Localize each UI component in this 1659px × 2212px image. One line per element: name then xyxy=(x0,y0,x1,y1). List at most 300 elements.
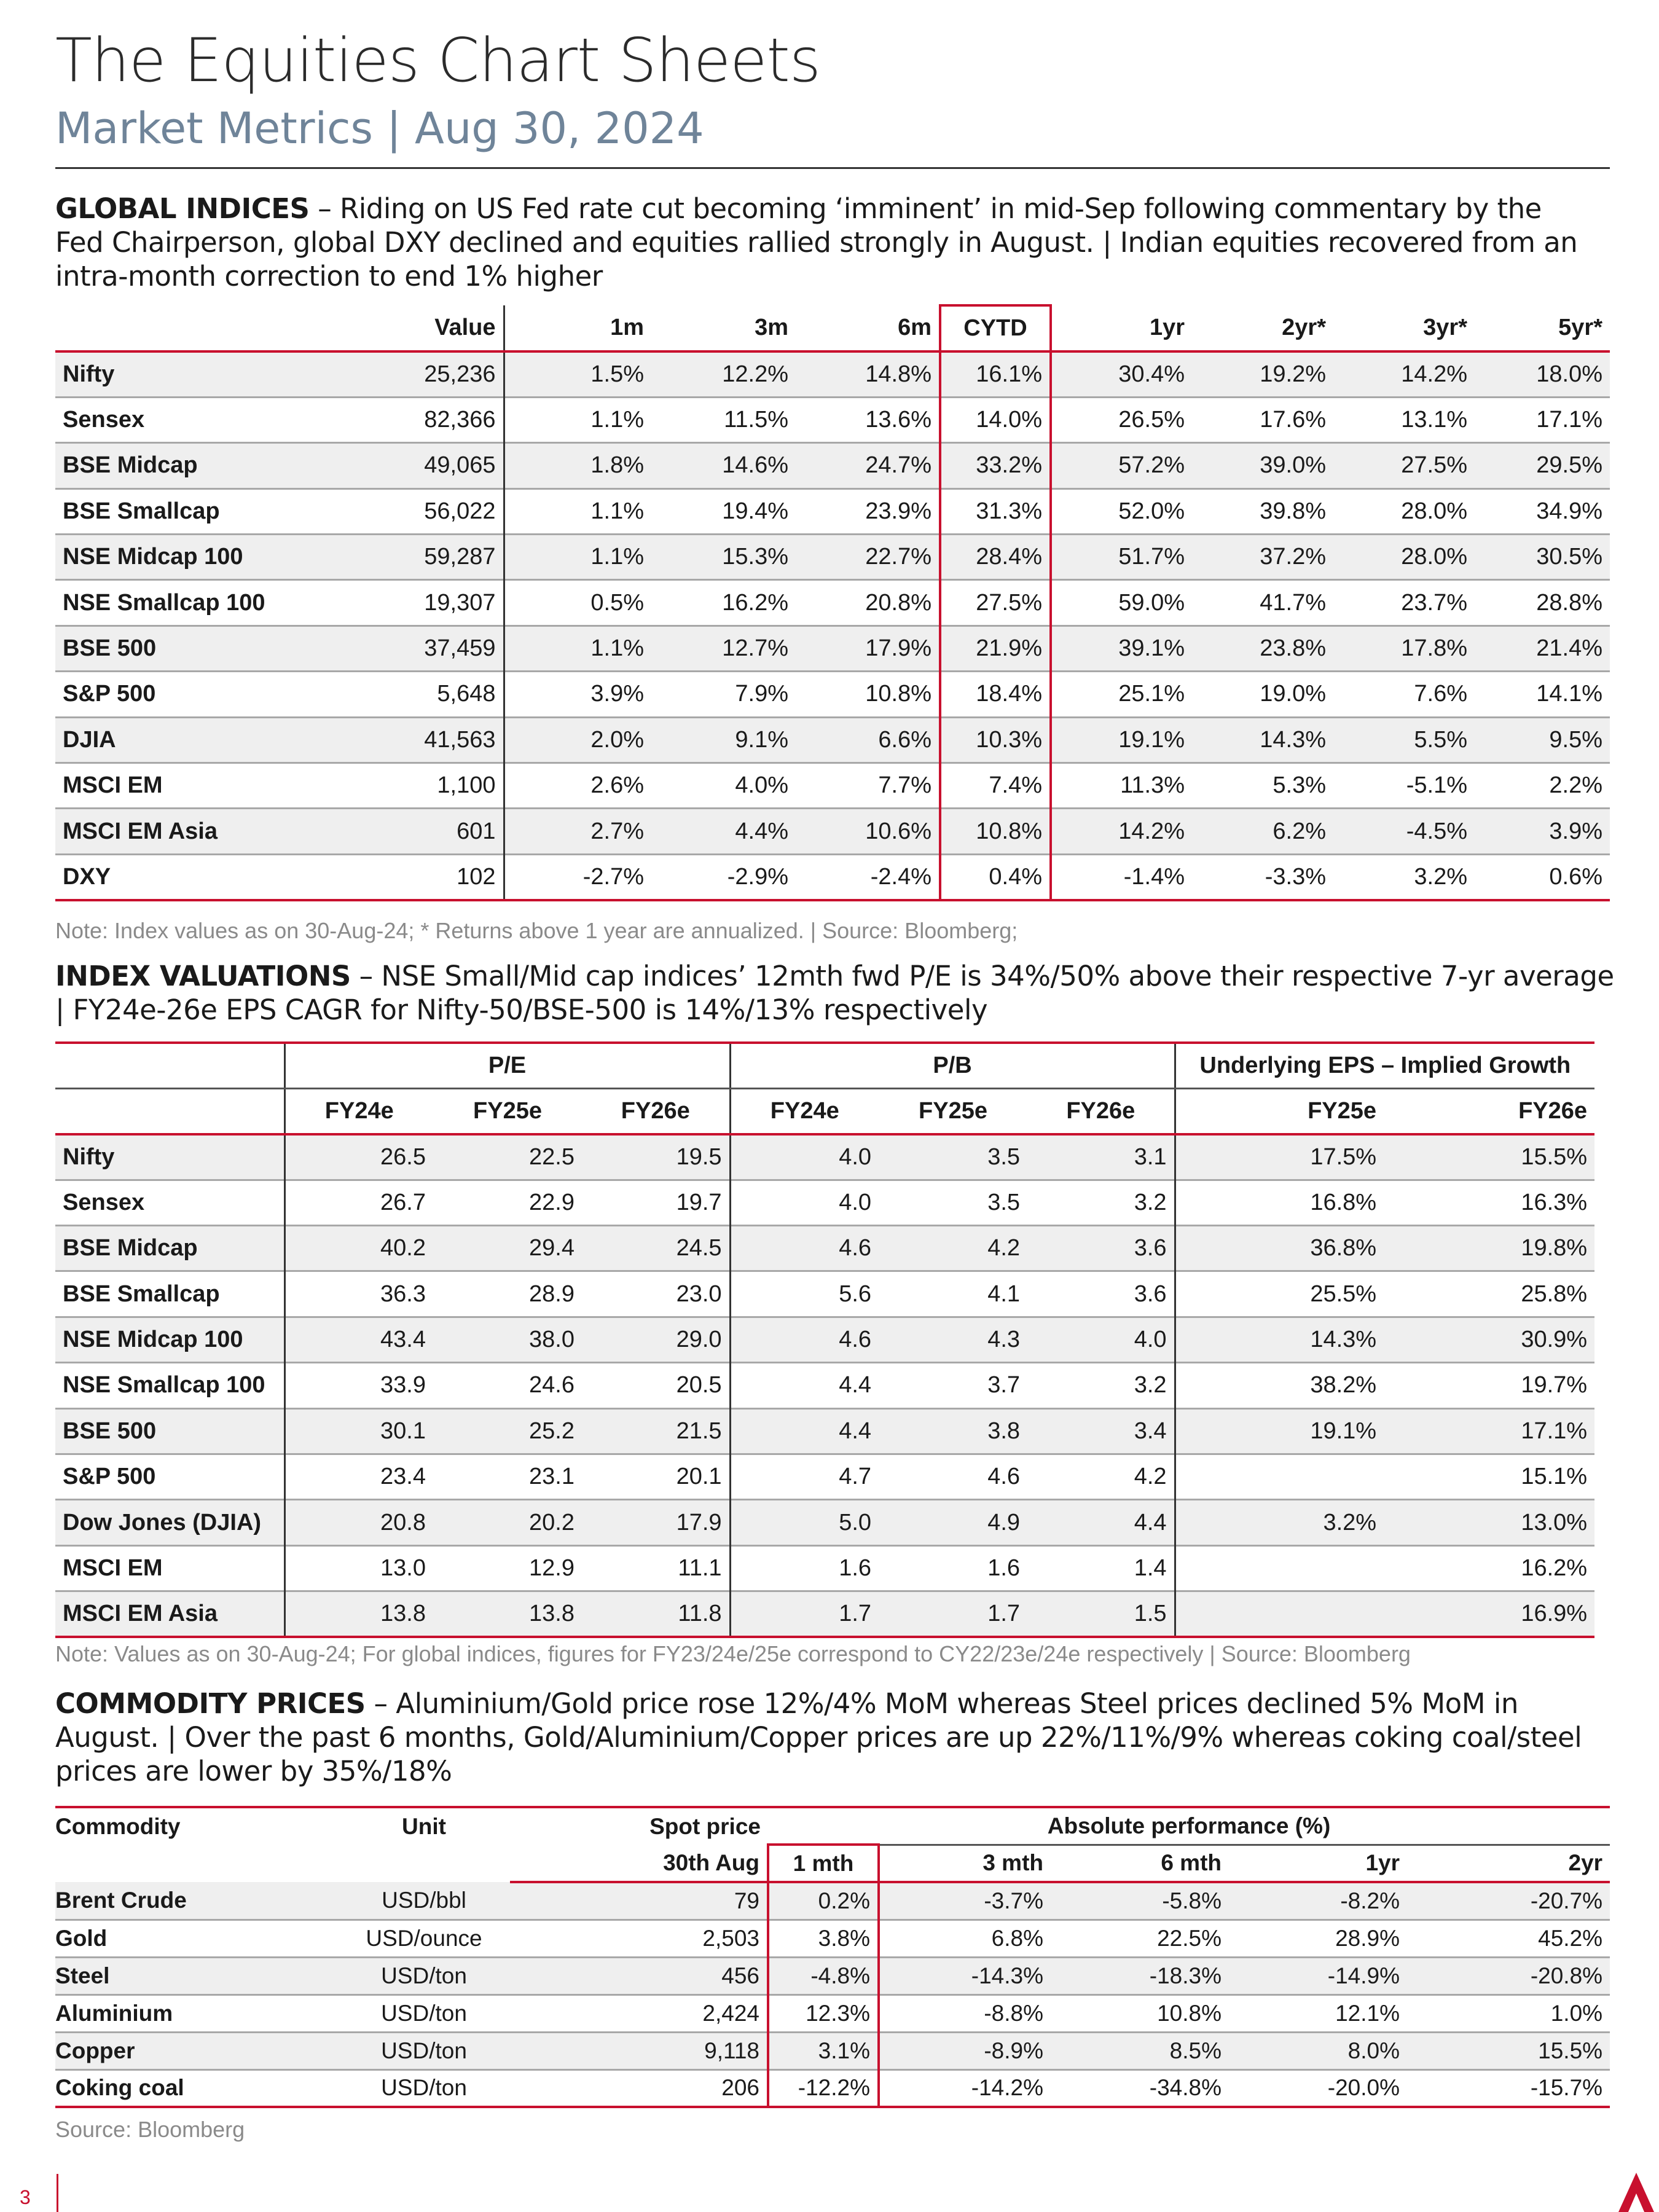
table-cell: 1.6 xyxy=(730,1545,879,1591)
index-valuations-col-header: FY26e xyxy=(621,1097,690,1124)
table-cell: 3.5 xyxy=(879,1134,1027,1180)
table-cell: -8.9% xyxy=(879,2032,1051,2069)
page-title: The Equities Chart Sheets xyxy=(55,26,820,96)
table-cell: 38.0 xyxy=(433,1317,582,1362)
index-name: DXY xyxy=(63,863,111,890)
table-cell: USD/ounce xyxy=(366,1925,482,1951)
table-cell: 17.1% xyxy=(1536,407,1602,433)
commodity-name: Steel xyxy=(55,1957,338,1994)
global-indices-col-header: 6m xyxy=(898,315,931,340)
table-cell: -3.7% xyxy=(879,1882,1051,1920)
table-cell: 1.1% xyxy=(504,488,651,534)
table-cell: 20.2 xyxy=(433,1500,582,1545)
table-cell: 28.8% xyxy=(1536,589,1602,616)
table-cell: 3.1 xyxy=(1027,1134,1175,1180)
index-valuations-col-header: FY25e xyxy=(919,1097,988,1124)
global-indices-col-header: CYTD xyxy=(940,305,1051,351)
index-name: Nifty xyxy=(55,1134,284,1180)
index-name: Sensex xyxy=(63,407,145,433)
table-cell: 16.1% xyxy=(940,351,1051,397)
table-cell: USD/ton xyxy=(338,2032,510,2069)
table-cell: 12.2% xyxy=(651,351,796,397)
six-month-header: 6 mth xyxy=(1051,1845,1229,1882)
table-cell: 4.2 xyxy=(879,1226,1027,1271)
table-cell: 13.1% xyxy=(1401,407,1467,433)
table-cell: -15.7% xyxy=(1530,2075,1603,2101)
table-cell: 15.5% xyxy=(1407,2032,1610,2069)
table-cell: -1.4% xyxy=(1123,863,1185,890)
index-name: NSE Midcap 100 xyxy=(55,1317,284,1362)
table-cell: 28.0% xyxy=(1401,498,1467,524)
table-cell: 11.3% xyxy=(1120,772,1185,799)
table-cell: 49,065 xyxy=(350,443,504,488)
table-cell: 6.6% xyxy=(796,717,940,763)
table-cell: 26.5% xyxy=(1118,407,1185,433)
table-cell: 31.3% xyxy=(940,488,1051,534)
table-cell: 16.3% xyxy=(1521,1189,1588,1215)
commodity-prices-note: Source: Bloomberg xyxy=(55,2117,245,2142)
eps-growth-group-header: Underlying EPS – Implied Growth xyxy=(1175,1043,1594,1088)
commodity-name: Aluminium xyxy=(55,2000,173,2026)
table-cell: 19.7 xyxy=(676,1189,722,1215)
table-cell: 51.7% xyxy=(1051,535,1192,580)
table-cell: 14.2% xyxy=(1333,351,1475,397)
table-cell: 0.2% xyxy=(768,1882,879,1920)
index-name: Sensex xyxy=(63,1189,145,1215)
table-cell: 56,022 xyxy=(424,498,496,524)
table-cell: 25,236 xyxy=(350,351,504,397)
index-name: MSCI EM xyxy=(63,1555,163,1581)
table-row xyxy=(55,1363,1594,1408)
table-cell: -5.8% xyxy=(1051,1882,1229,1920)
table-row xyxy=(55,1271,1594,1317)
table-cell: 13.8 xyxy=(433,1591,582,1637)
table-cell: 27.5% xyxy=(1333,443,1475,488)
table-cell: 2.6% xyxy=(504,763,651,809)
table-row xyxy=(55,1882,1610,1920)
table-cell: 24.7% xyxy=(796,443,940,488)
table-cell: 1.5% xyxy=(504,351,651,397)
index-valuations-col-header: FY24e xyxy=(284,1088,433,1134)
global-indices-heading-text: – Riding on US Fed rate cut becoming ‘imminent’ in mid-Sep following commentary by the Fed Chairperson, global DXY declined and equities rallied strongly in August. | Indian equities recovered from an intra-month correction to end 1% higher xyxy=(55,192,1578,292)
table-cell: 2,424 xyxy=(702,2000,759,2026)
header-divider xyxy=(55,167,1610,169)
table-cell: 36.8% xyxy=(1175,1226,1384,1271)
index-name: BSE 500 xyxy=(55,1408,284,1454)
table-cell: 4.6 xyxy=(730,1226,879,1271)
table-cell: 19.4% xyxy=(722,498,788,524)
table-cell: 1.0% xyxy=(1550,2000,1603,2026)
table-cell: 23.1 xyxy=(529,1464,575,1490)
table-cell: 20.8% xyxy=(865,589,931,616)
table-cell: USD/ton xyxy=(381,2000,467,2026)
table-cell: 102 xyxy=(457,863,496,890)
table-cell: 23.7% xyxy=(1401,589,1467,616)
table-cell: 29.5% xyxy=(1475,443,1610,488)
table-cell: 36.3 xyxy=(284,1271,433,1317)
table-cell: 0.4% xyxy=(940,854,1051,900)
table-cell: 3.6 xyxy=(1134,1281,1167,1307)
table-cell: 33.2% xyxy=(940,443,1051,488)
table-row xyxy=(55,351,1610,397)
table-cell: 30.4% xyxy=(1051,351,1192,397)
table-cell: -12.2% xyxy=(768,2069,879,2107)
table-cell: 4.0 xyxy=(1027,1317,1175,1362)
table-cell: 10.3% xyxy=(940,717,1051,763)
table-cell: 19.7% xyxy=(1521,1372,1588,1398)
table-cell: 3.8 xyxy=(879,1408,1027,1454)
table-cell: 28.9 xyxy=(529,1281,575,1307)
table-cell: 10.8% xyxy=(940,809,1051,854)
table-row xyxy=(55,535,1610,580)
table-cell: 4.4% xyxy=(651,809,796,854)
commodity-prices-heading-bold: COMMODITY PRICES xyxy=(55,1687,366,1720)
table-cell: 20.8 xyxy=(284,1500,433,1545)
three-month-header: 3 mth xyxy=(879,1845,1051,1882)
table-cell: 4.0 xyxy=(730,1180,879,1225)
table-row xyxy=(55,397,1610,442)
table-cell: 13.8 xyxy=(284,1591,433,1637)
index-valuations-note: Note: Values as on 30-Aug-24; For global indices, figures for FY23/24e/25e correspond to CY22/23e/24e respectively | Source: Bloomberg xyxy=(55,1641,1411,1666)
table-cell: -2.4% xyxy=(870,863,931,890)
table-cell: 3.2% xyxy=(1175,1500,1384,1545)
table-cell: 456 xyxy=(510,1957,768,1994)
table-cell: 19.1% xyxy=(1051,717,1192,763)
table-cell: 5.0 xyxy=(730,1500,879,1545)
table-cell: -14.3% xyxy=(879,1957,1051,1994)
table-cell: 1.5 xyxy=(1027,1591,1175,1637)
table-cell: -4.5% xyxy=(1333,809,1475,854)
index-valuations-header-row xyxy=(55,1088,1594,1134)
table-cell: 30.5% xyxy=(1475,535,1610,580)
index-name: DJIA xyxy=(55,717,350,763)
table-cell: 30.9% xyxy=(1384,1317,1594,1362)
table-cell: 20.5 xyxy=(676,1372,722,1398)
table-cell: 4.0% xyxy=(735,772,788,799)
unit-column-header: Unit xyxy=(402,1813,446,1839)
table-cell: 28.4% xyxy=(940,535,1051,580)
table-cell: 9.1% xyxy=(651,717,796,763)
global-indices-col-header: 1m xyxy=(504,305,651,351)
table-cell: 10.6% xyxy=(796,809,940,854)
table-cell: -2.9% xyxy=(727,863,788,890)
table-cell: -20.0% xyxy=(1327,2075,1400,2101)
table-cell: 29.0 xyxy=(582,1317,730,1362)
table-cell: 15.3% xyxy=(651,535,796,580)
table-cell: 10.8% xyxy=(865,681,931,707)
index-name: Nifty xyxy=(55,351,350,397)
global-indices-col-header: 2yr* xyxy=(1282,315,1326,340)
table-cell: 23.0 xyxy=(676,1281,722,1307)
table-cell: 601 xyxy=(350,809,504,854)
table-cell: 25.2 xyxy=(433,1408,582,1454)
table-cell: 14.0% xyxy=(940,397,1051,442)
table-cell: 12.7% xyxy=(651,626,796,671)
table-cell: 14.1% xyxy=(1536,681,1602,707)
table-row xyxy=(55,626,1610,671)
commodity-name: Gold xyxy=(55,1925,108,1951)
index-name: NSE Smallcap 100 xyxy=(63,1372,265,1398)
table-row xyxy=(55,1920,1610,1957)
table-cell: 41,563 xyxy=(350,717,504,763)
table-cell: 14.3% xyxy=(1175,1317,1384,1362)
global-indices-col-header: 3yr* xyxy=(1423,315,1467,340)
table-cell: 45.2% xyxy=(1538,1925,1603,1951)
table-cell: 0.5% xyxy=(504,580,651,626)
table-cell: 27.5% xyxy=(940,580,1051,626)
table-row xyxy=(55,1180,1594,1225)
table-cell: 7.7% xyxy=(878,772,931,799)
table-row xyxy=(55,1545,1594,1591)
table-cell: 17.1% xyxy=(1384,1408,1594,1454)
table-cell: 206 xyxy=(721,2075,759,2101)
commodity-name: Brent Crude xyxy=(55,1882,338,1920)
index-valuations-heading xyxy=(55,959,1616,1027)
table-cell: 12.1% xyxy=(1335,2000,1400,2026)
table-cell: 59.0% xyxy=(1118,589,1185,616)
table-cell: 7.9% xyxy=(735,681,788,707)
red-chevron-logo-icon xyxy=(1618,2173,1654,2212)
table-cell xyxy=(1175,1591,1384,1637)
table-cell: 14.8% xyxy=(796,351,940,397)
table-cell: -20.8% xyxy=(1407,1957,1610,1994)
table-cell: 41.7% xyxy=(1260,589,1326,616)
table-cell: 16.8% xyxy=(1175,1180,1384,1225)
table-cell: 5.3% xyxy=(1273,772,1326,799)
page-number-bar xyxy=(57,2174,58,2212)
table-cell: 22.9 xyxy=(529,1189,575,1215)
table-cell: 24.5 xyxy=(582,1226,730,1271)
table-cell: 39.0% xyxy=(1192,443,1333,488)
index-name: MSCI EM Asia xyxy=(55,809,350,854)
index-valuations-heading-bold: INDEX VALUATIONS xyxy=(55,960,351,992)
index-valuations-col-header: FY25e xyxy=(473,1097,542,1124)
table-cell: -14.2% xyxy=(971,2075,1043,2101)
table-cell: 4.4 xyxy=(730,1408,879,1454)
commodity-column-header: Commodity xyxy=(55,1813,181,1839)
table-cell: 52.0% xyxy=(1118,498,1185,524)
table-cell: 19.8% xyxy=(1384,1226,1594,1271)
table-cell: 4.6 xyxy=(730,1317,879,1362)
table-cell: 17.5% xyxy=(1175,1134,1384,1180)
table-row xyxy=(55,1226,1594,1271)
table-cell: 3.8% xyxy=(768,1920,879,1957)
table-cell: 1.1% xyxy=(504,535,651,580)
table-row xyxy=(55,1994,1610,2032)
table-cell: 40.2 xyxy=(284,1226,433,1271)
table-cell: 4.6 xyxy=(987,1464,1021,1490)
table-cell: USD/ton xyxy=(381,2075,467,2101)
index-name: BSE Midcap xyxy=(55,1226,284,1271)
table-cell xyxy=(1175,1454,1384,1500)
table-cell: 2.0% xyxy=(504,717,651,763)
table-cell: 1.1% xyxy=(504,626,651,671)
global-indices-col-header: Value xyxy=(434,315,496,340)
index-valuations-col-header: FY24e xyxy=(730,1088,879,1134)
table-cell: -14.9% xyxy=(1229,1957,1407,1994)
table-row xyxy=(55,1408,1594,1454)
table-cell: 2.7% xyxy=(504,809,651,854)
table-cell: 25.1% xyxy=(1118,681,1185,707)
index-name: S&P 500 xyxy=(63,681,156,707)
table-row xyxy=(55,763,1610,809)
table-cell: 6.8% xyxy=(991,1925,1043,1951)
table-cell: 15.5% xyxy=(1384,1134,1594,1180)
table-row xyxy=(55,809,1610,854)
index-valuations-col-header xyxy=(55,1088,284,1134)
table-cell: 17.8% xyxy=(1333,626,1475,671)
table-cell: 82,366 xyxy=(424,407,496,433)
table-cell: 26.5 xyxy=(284,1134,433,1180)
table-cell: 18.4% xyxy=(940,672,1051,717)
global-indices-heading xyxy=(55,192,1591,293)
table-cell: 37,459 xyxy=(350,626,504,671)
table-cell: 30.1 xyxy=(284,1408,433,1454)
table-cell: 22.7% xyxy=(796,535,940,580)
table-cell: 1.4 xyxy=(1134,1555,1167,1581)
table-cell: 3.5 xyxy=(987,1189,1021,1215)
pb-group-header: P/B xyxy=(730,1043,1175,1088)
table-cell: 14.3% xyxy=(1192,717,1333,763)
table-cell: 9.5% xyxy=(1475,717,1610,763)
table-cell: -18.3% xyxy=(1051,1957,1229,1994)
table-cell: 3.6 xyxy=(1027,1226,1175,1271)
table-cell: 39.8% xyxy=(1260,498,1326,524)
table-cell: 5.6 xyxy=(730,1271,879,1317)
table-cell: 25.8% xyxy=(1521,1281,1588,1307)
table-cell xyxy=(1175,1545,1384,1591)
index-name: MSCI EM Asia xyxy=(55,1591,284,1637)
table-cell: 1.1% xyxy=(504,397,651,442)
table-cell: 10.8% xyxy=(1157,2000,1222,2026)
table-cell: 4.9 xyxy=(879,1500,1027,1545)
global-indices-heading-bold: GLOBAL INDICES xyxy=(55,192,310,225)
index-valuations-heading-text: – NSE Small/Mid cap indices’ 12mth fwd P/E is 34%/50% above their respective 7-yr average | FY24e-26e EPS CAGR for Nifty-50/BSE-500 is 14%/13% respectively xyxy=(55,960,1614,1026)
table-cell: 22.5 xyxy=(433,1134,582,1180)
table-cell: 22.5% xyxy=(1157,1925,1222,1951)
table-cell: 1.7 xyxy=(879,1591,1027,1637)
table-cell: 3.4 xyxy=(1027,1408,1175,1454)
commodity-name: Coking coal xyxy=(55,2075,184,2101)
table-cell: 43.4 xyxy=(284,1317,433,1362)
commodity-prices-table xyxy=(55,1806,1610,2108)
table-cell: 3.1% xyxy=(768,2032,879,2069)
table-row xyxy=(55,2032,1610,2069)
table-cell: 23.9% xyxy=(865,498,931,524)
table-cell: -20.7% xyxy=(1407,1882,1610,1920)
commodity-name: Copper xyxy=(55,2032,338,2069)
table-cell: 16.2% xyxy=(722,589,788,616)
table-cell: 25.5% xyxy=(1175,1271,1384,1317)
spot-date-header: 30th Aug xyxy=(510,1845,768,1882)
table-cell: 1.7 xyxy=(730,1591,879,1637)
table-row xyxy=(55,1500,1594,1545)
table-cell: 6.2% xyxy=(1192,809,1333,854)
table-cell: 34.9% xyxy=(1536,498,1602,524)
table-cell: 21.5 xyxy=(582,1408,730,1454)
table-cell: 13.0% xyxy=(1384,1500,1594,1545)
table-cell: 3.9% xyxy=(1475,809,1610,854)
table-cell: 24.6 xyxy=(529,1372,575,1398)
table-cell: -5.1% xyxy=(1406,772,1467,799)
index-valuations-col-header: FY26e xyxy=(1066,1097,1135,1124)
index-valuations-col-header: FY25e xyxy=(1175,1088,1384,1134)
table-cell: 37.2% xyxy=(1192,535,1333,580)
table-cell: 7.4% xyxy=(940,763,1051,809)
global-indices-col-header xyxy=(55,305,350,351)
table-cell: 33.9 xyxy=(284,1363,433,1408)
commodity-prices-heading xyxy=(55,1687,1616,1788)
table-cell: 1.8% xyxy=(504,443,651,488)
table-cell: 14.6% xyxy=(651,443,796,488)
table-cell: 19.1% xyxy=(1175,1408,1384,1454)
page-subtitle: Market Metrics | Aug 30, 2024 xyxy=(55,103,704,154)
table-cell: 23.4 xyxy=(284,1454,433,1500)
pe-group-header: P/E xyxy=(284,1043,730,1088)
table-row xyxy=(55,580,1610,626)
table-cell: 12.9 xyxy=(529,1555,575,1581)
index-name: S&P 500 xyxy=(63,1464,156,1490)
table-cell: 23.8% xyxy=(1192,626,1333,671)
table-cell: 18.0% xyxy=(1475,351,1610,397)
table-cell: 0.6% xyxy=(1549,863,1602,890)
table-cell: 16.2% xyxy=(1521,1555,1588,1581)
table-cell: -8.2% xyxy=(1229,1882,1407,1920)
table-cell: 17.9% xyxy=(796,626,940,671)
table-cell: 1.6 xyxy=(987,1555,1021,1581)
table-cell: 57.2% xyxy=(1051,443,1192,488)
commodity-header-row-2 xyxy=(55,1845,1610,1882)
global-indices-header-row xyxy=(55,305,1610,351)
table-row xyxy=(55,854,1610,900)
table-row xyxy=(55,1134,1594,1180)
table-cell: 28.9% xyxy=(1335,1925,1400,1951)
table-cell: -2.7% xyxy=(504,854,651,900)
table-cell: -4.8% xyxy=(768,1957,879,1994)
global-indices-col-header: 1yr xyxy=(1149,315,1185,340)
table-cell: 3.9% xyxy=(504,672,651,717)
table-row xyxy=(55,1591,1594,1637)
absolute-performance-header: Absolute performance (%) xyxy=(768,1807,1610,1845)
index-valuations-group-row xyxy=(55,1043,1594,1088)
table-cell: 4.0 xyxy=(730,1134,879,1180)
table-cell: 13.6% xyxy=(865,407,931,433)
table-cell: -8.8% xyxy=(984,2000,1043,2026)
table-cell: USD/ton xyxy=(338,1957,510,1994)
index-name: MSCI EM xyxy=(63,772,163,799)
table-cell: 17.6% xyxy=(1260,407,1326,433)
table-cell: 1,100 xyxy=(437,772,496,799)
table-cell: USD/bbl xyxy=(338,1882,510,1920)
table-row xyxy=(55,2069,1610,2107)
two-year-header: 2yr xyxy=(1407,1845,1610,1882)
table-cell: 21.9% xyxy=(940,626,1051,671)
table-cell: 14.2% xyxy=(1051,809,1192,854)
table-cell: 29.4 xyxy=(433,1226,582,1271)
table-cell: 5,648 xyxy=(437,681,496,707)
one-month-header: 1 mth xyxy=(768,1845,879,1882)
table-cell: 4.3 xyxy=(879,1317,1027,1362)
index-name: NSE Smallcap 100 xyxy=(63,589,265,616)
table-cell: 3.2% xyxy=(1414,863,1467,890)
table-cell: 15.1% xyxy=(1521,1464,1588,1490)
global-indices-col-header: 3m xyxy=(755,315,788,340)
table-row xyxy=(55,1454,1594,1500)
table-cell: 19.5 xyxy=(582,1134,730,1180)
table-cell: 79 xyxy=(510,1882,768,1920)
table-cell: 3.2 xyxy=(1134,1372,1167,1398)
spot-price-column-header: Spot price xyxy=(649,1813,761,1839)
